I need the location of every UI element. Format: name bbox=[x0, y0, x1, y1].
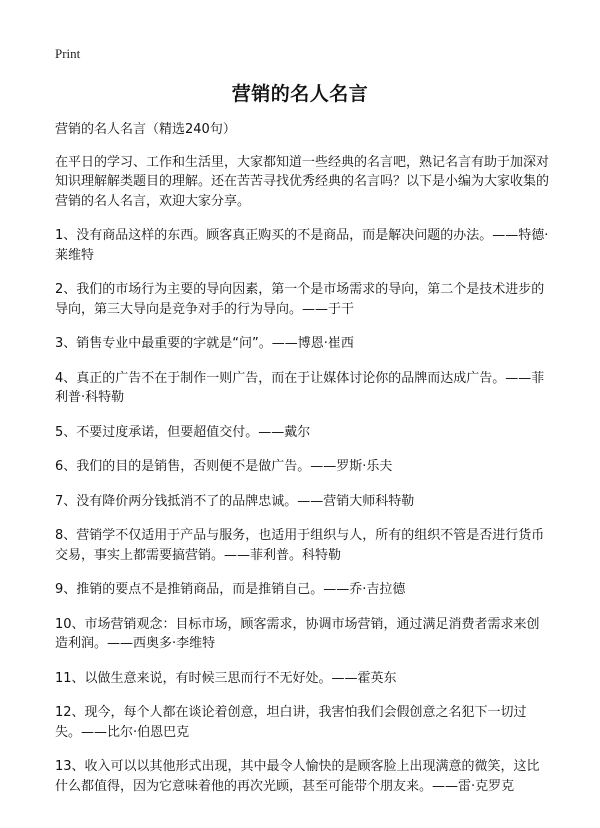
quote-item: 7、没有降价两分钱抵消不了的品牌忠诚。——营销大师科特勒 bbox=[55, 493, 415, 509]
article-subtitle: 营销的名人名言（精选240句） bbox=[55, 122, 236, 137]
quote-item: 13、收入可以以其他形式出现，其中最令人愉快的是顾客脸上出现满意的微笑，这比什么都值得，因为它意味着他的再次光顾，甚至可能带个朋友来。——雷·克罗克 bbox=[55, 759, 540, 794]
quote-item: 6、我们的目的是销售，否则便不是做广告。——罗斯·乐夫 bbox=[55, 459, 393, 474]
quote-item: 4、真正的广告不在于制作一则广告，而在于让媒体讨论你的品牌而达成广告。——菲利普·科特勒 bbox=[55, 370, 545, 405]
quote-item: 11、以做生意来说，有时候三思而行不无好处。——霍英东 bbox=[55, 670, 397, 686]
quote-item: 8、营销学不仅适用于产品与服务，也适用于组织与人，所有的组织不管是否进行货币交易，事实上都需要搞营销。——菲利普。科特勒 bbox=[55, 528, 545, 563]
intro-paragraph: 在平日的学习、工作和生活里，大家都知道一些经典的名言吧，熟记名言有助于加深对知识理解解类题目的理解。还在苦苦寻找优秀经典的名言吗？以下是小编为大家收集的营销的名人名言，欢迎大家分享。 bbox=[55, 154, 550, 209]
quote-item: 10、市场营销观念：目标市场，顾客需求，协调市场营销，通过满足消费者需求来创造利润。——西奥多·李维特 bbox=[55, 616, 540, 651]
quote-item: 2、我们的市场行为主要的导向因素，第一个是市场需求的导向，第二个是技术进步的导向，第三大导向是竞争对手的行为导向。——于干 bbox=[55, 282, 545, 317]
quote-item: 5、不要过度承诺，但要超值交付。——戴尔 bbox=[55, 424, 311, 440]
article-body bbox=[55, 120, 550, 811]
quote-item: 3、销售专业中最重要的字就是“问”。——博恩·崔西 bbox=[55, 336, 354, 351]
quote-item: 1、没有商品这样的东西。顾客真正购买的不是商品，而是解决问题的办法。——特德·莱维特 bbox=[55, 228, 549, 263]
quote-item: 12、现今，每个人都在谈论着创意，坦白讲，我害怕我们会假创意之名犯下一切过失。——比尔·伯恩巴克 bbox=[55, 705, 527, 740]
quote-item: 9、推销的要点不是推销商品，而是推销自己。——乔·吉拉德 bbox=[55, 582, 406, 597]
page-title: 营销的名人名言 bbox=[231, 83, 369, 105]
print-link[interactable]: Print bbox=[55, 46, 81, 61]
